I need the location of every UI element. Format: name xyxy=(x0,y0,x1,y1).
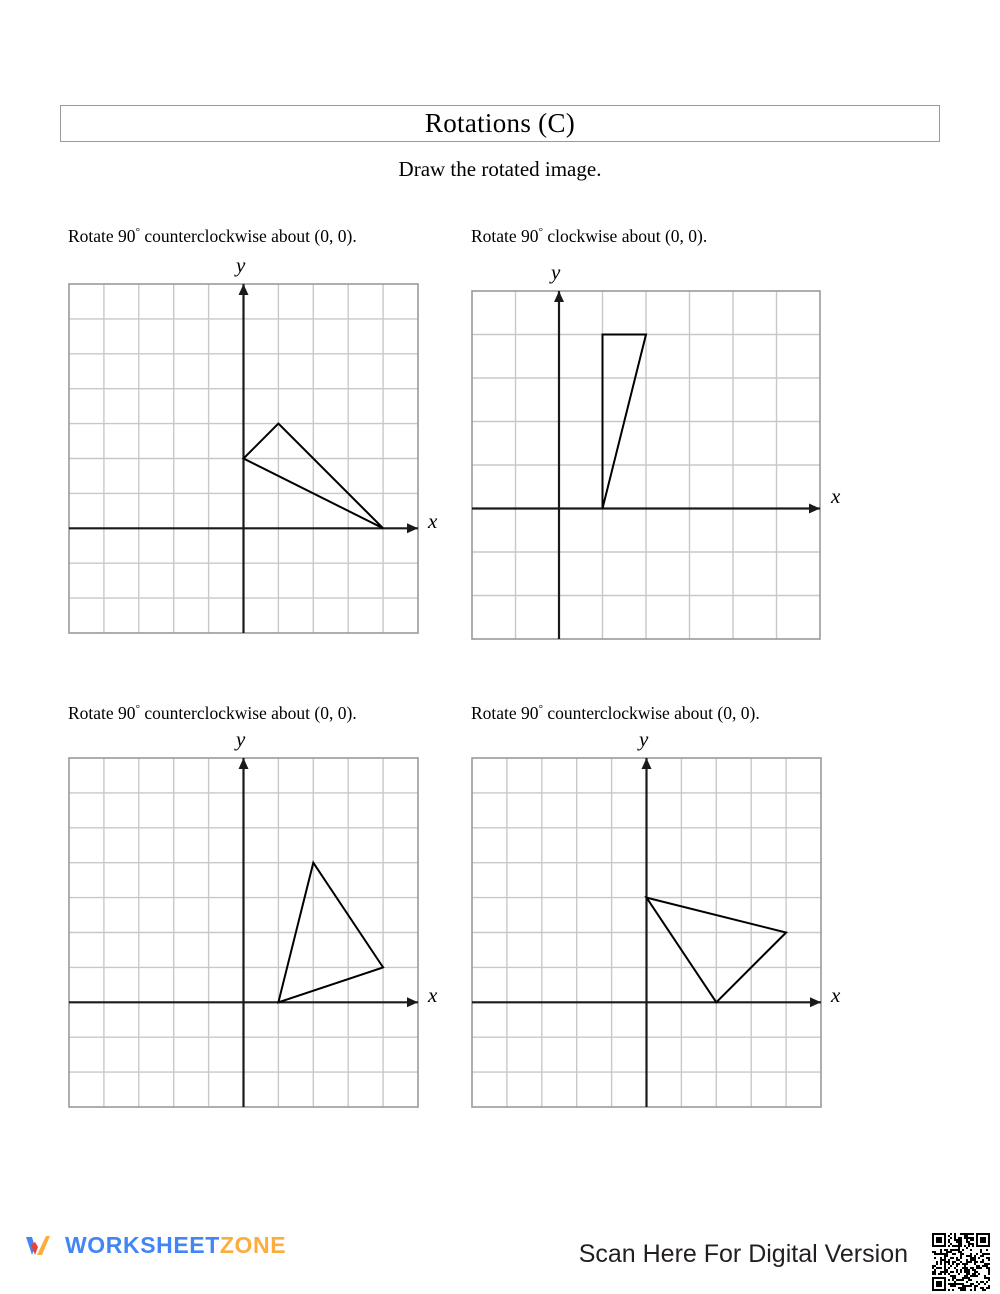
degree-icon: ° xyxy=(538,703,543,716)
problem-2-grid-svg xyxy=(471,290,821,640)
scan-prompt-text: Scan Here For Digital Version xyxy=(578,1240,908,1268)
problem-1-prompt xyxy=(68,228,357,246)
problem-1-graph[interactable] xyxy=(68,253,438,634)
problem-4-prompt-suffix: counterclockwise about (0, 0). xyxy=(542,703,760,723)
problem-3-prompt xyxy=(68,705,357,723)
problem-2-prompt-suffix: clockwise about (0, 0). xyxy=(542,226,708,246)
problem-4-y-axis-label: y xyxy=(639,727,649,751)
problem-3-prompt-suffix: counterclockwise about (0, 0). xyxy=(139,703,357,723)
logo-word-worksheet: WORKSHEET xyxy=(65,1231,220,1258)
qr-code-icon[interactable] xyxy=(932,1233,990,1291)
problem-1-prompt-prefix: Rotate 90 xyxy=(68,226,136,246)
problem-4-x-axis-label: x xyxy=(831,983,841,1007)
problem-1-prompt-suffix: counterclockwise about (0, 0). xyxy=(139,226,357,246)
problem-4-prompt-prefix: Rotate 90 xyxy=(471,703,539,723)
problem-3-graph[interactable] xyxy=(68,727,438,1108)
problem-2-prompt-prefix: Rotate 90 xyxy=(471,226,539,246)
problem-3-grid-svg xyxy=(68,757,419,1108)
page-title: Rotations (C) xyxy=(424,108,576,138)
problem-4-graph[interactable] xyxy=(471,727,841,1108)
worksheet-title-box xyxy=(60,105,940,142)
degree-icon: ° xyxy=(135,226,140,239)
problem-1-x-axis-label: x xyxy=(428,509,438,533)
worksheet-instructions: Draw the rotated image. xyxy=(398,157,602,181)
problem-3-prompt-prefix: Rotate 90 xyxy=(68,703,136,723)
problem-2-prompt xyxy=(471,228,707,246)
page-footer xyxy=(0,1228,1000,1294)
problem-4-grid-svg xyxy=(471,757,822,1108)
problem-2-x-axis-label: x xyxy=(831,484,841,508)
problem-3-x-axis-label: x xyxy=(428,983,438,1007)
logo-word-zone: ZONE xyxy=(219,1231,287,1258)
problem-1-y-axis-label: y xyxy=(236,253,246,277)
problem-2-graph[interactable] xyxy=(471,260,841,640)
problem-2-y-axis-label: y xyxy=(551,260,561,284)
problem-4-prompt xyxy=(471,705,760,723)
problem-3-y-axis-label: y xyxy=(236,727,246,751)
worksheetzone-logo-text xyxy=(65,1231,287,1258)
degree-icon: ° xyxy=(538,226,543,239)
problem-1-grid-svg xyxy=(68,283,419,634)
worksheetzone-logo[interactable] xyxy=(22,1228,286,1262)
worksheetzone-logo-icon xyxy=(22,1228,56,1262)
degree-icon: ° xyxy=(135,703,140,716)
